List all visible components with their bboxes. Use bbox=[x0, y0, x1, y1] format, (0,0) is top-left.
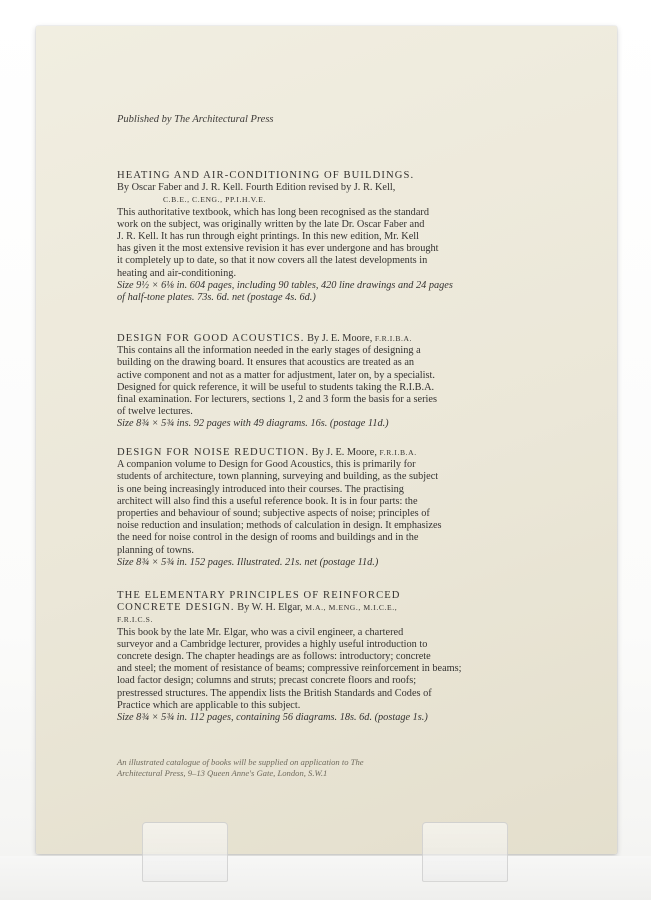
book-entry-concrete bbox=[117, 590, 517, 724]
entry-title: DESIGN FOR NOISE REDUCTION. bbox=[117, 447, 310, 458]
entry-authors: By Oscar Faber and J. R. Kell. Fourth Edition revised by J. R. Kell, bbox=[117, 182, 396, 194]
entry-title: DESIGN FOR GOOD ACOUSTICS. bbox=[117, 333, 305, 344]
entry-body-line: of twelve lectures. bbox=[117, 406, 193, 418]
entry-body-line: the need for noise control in the design of rooms and buildings and in the bbox=[117, 532, 419, 544]
entry-credentials: F.R.I.B.A. bbox=[374, 334, 413, 343]
entry-body-line: This contains all the information needed in the early stages of designing a bbox=[117, 345, 421, 357]
book-entry-acoustics bbox=[117, 333, 517, 431]
entry-authors: By W. H. Elgar, bbox=[234, 602, 306, 614]
entry-title: HEATING AND AIR-CONDITIONING OF BUILDINGS. bbox=[117, 170, 415, 181]
entry-credentials: F.R.I.C.S. bbox=[117, 615, 153, 625]
entry-body-line: architect will also find this a useful reference book. It is in four parts: the bbox=[117, 495, 418, 507]
entry-size-line: Size 9½ × 6⅛ in. 604 pages, including 90 tables, 420 line drawings and 24 pages bbox=[117, 279, 453, 291]
entry-size-line: Size 8¾ × 5¾ in. 152 pages. Illustrated. 21s. net (postage 11d.) bbox=[117, 556, 379, 568]
publisher-line: Published by The Architectural Press bbox=[117, 114, 274, 125]
entry-body-line: is one being increasingly introduced into their courses. The practising bbox=[117, 483, 404, 495]
entry-body-line: Designed for quick reference, it will be useful to students taking the R.I.B.A. bbox=[117, 381, 435, 393]
entry-body-line: A companion volume to Design for Good Acoustics, this is primarily for bbox=[117, 459, 416, 471]
entry-authors: By J. E. Moore, bbox=[309, 447, 380, 458]
entry-title: CONCRETE DESIGN. bbox=[117, 602, 235, 614]
entry-body-line: final examination. For lecturers, sections 1, 2 and 3 form the basis for a series bbox=[117, 394, 437, 406]
entry-body-line: This authoritative textbook, which has long been recognised as the standard bbox=[117, 206, 429, 218]
acrylic-stand-left bbox=[142, 822, 228, 882]
entry-credentials: F.R.I.B.A. bbox=[379, 448, 417, 457]
entry-body-line: and steel; the moment of resistance of beams; compressive reinforcement in beams; bbox=[117, 663, 462, 675]
entry-credentials: C.B.E., C.ENG., PP.I.H.V.E. bbox=[163, 195, 266, 205]
entry-body-line: Practice which are applicable to this subject. bbox=[117, 699, 301, 711]
entry-body-line: load factor design; columns and struts; precast concrete floors and roofs; bbox=[117, 675, 417, 687]
entry-title: THE ELEMENTARY PRINCIPLES OF REINFORCED bbox=[117, 590, 401, 601]
entry-body-line: it completely up to date, so that it now covers all the latest developments in bbox=[117, 255, 428, 267]
entry-body-line: active component and not as a matter for adjustment, later on, by a specialist. bbox=[117, 369, 435, 381]
entry-body-line: surveyor and a Cambridge lecturer, provides a highly useful introduction to bbox=[117, 638, 428, 650]
book-entry-noise bbox=[117, 447, 517, 569]
entry-body-line: work on the subject, was originally written by the late Dr. Oscar Faber and bbox=[117, 218, 425, 230]
catalogue-note-line: Architectural Press, 9–13 Queen Anne's Gate, London, S.W.1 bbox=[117, 768, 328, 778]
book-entry-heating bbox=[117, 170, 517, 304]
entry-body-line: planning of towns. bbox=[117, 544, 194, 556]
entry-size-line: of half-tone plates. 73s. 6d. net (postage 4s. 6d.) bbox=[117, 292, 316, 304]
entry-body-line: students of architecture, town planning, surveying and building, as the subject bbox=[117, 471, 439, 483]
entry-body-line: concrete design. The chapter headings are as follows: introductory; concrete bbox=[117, 651, 431, 663]
entry-body-line: noise reduction and insulation; methods of calculation in design. It emphasizes bbox=[117, 520, 442, 532]
entry-size-line: Size 8¾ × 5¾ ins. 92 pages with 49 diagrams. 16s. (postage 11d.) bbox=[117, 418, 389, 430]
entry-body-line: has given it the most extensive revision it has ever undergone and has brought bbox=[117, 243, 439, 255]
entry-body-line: properties and behaviour of sound; subjective aspects of noise; principles of bbox=[117, 508, 430, 520]
catalogue-note bbox=[117, 757, 447, 779]
acrylic-stand-right bbox=[422, 822, 508, 882]
entry-body-line: J. R. Kell. It has run through eight printings. In this new edition, Mr. Kell bbox=[117, 231, 420, 243]
entry-body-line: building on the drawing board. It ensures that acoustics are treated as an bbox=[117, 357, 415, 369]
entry-authors: By J. E. Moore, bbox=[304, 333, 375, 344]
display-shelf bbox=[0, 856, 651, 900]
entry-credentials: M.A., M.ENG., M.I.C.E., bbox=[305, 603, 398, 613]
entry-body-line: heating and air-conditioning. bbox=[117, 267, 237, 279]
book-back-cover bbox=[36, 26, 617, 854]
entry-body-line: This book by the late Mr. Elgar, who was a civil engineer, a chartered bbox=[117, 626, 404, 638]
entry-body-line: prestressed structures. The appendix lists the British Standards and Codes of bbox=[117, 687, 432, 699]
entry-size-line: Size 8¾ × 5¾ in. 112 pages, containing 56 diagrams. 18s. 6d. (postage 1s.) bbox=[117, 712, 428, 724]
catalogue-note-line: An illustrated catalogue of books will be supplied on application to The bbox=[117, 757, 364, 767]
